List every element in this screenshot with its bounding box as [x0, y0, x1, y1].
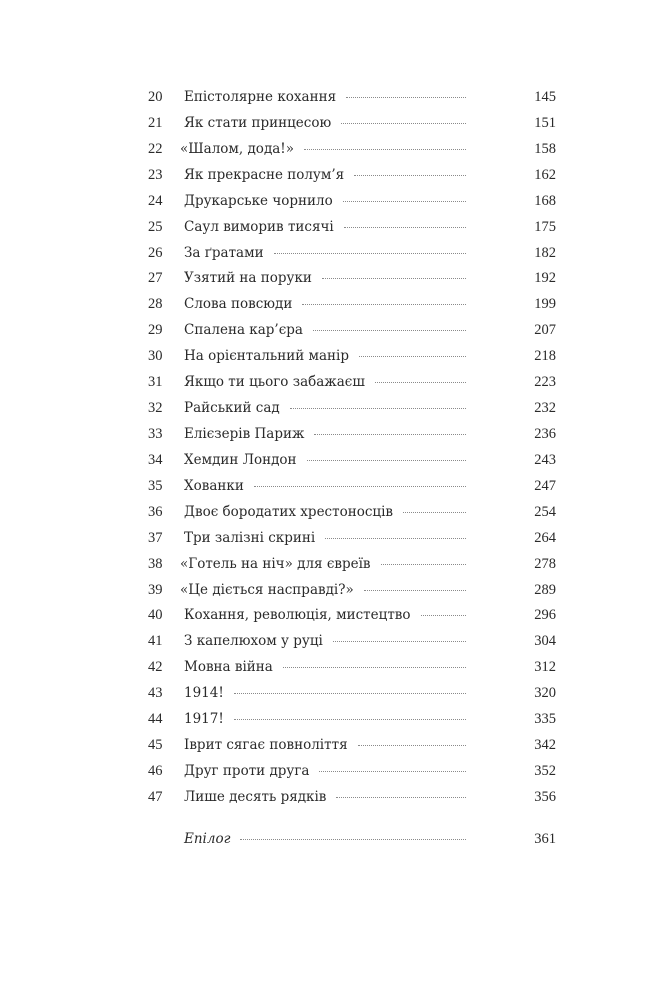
entry-number: 35 — [148, 477, 163, 494]
entry-page: 296 — [534, 607, 556, 624]
toc-entry[interactable] — [148, 167, 556, 193]
entry-title: Три залізні скрині — [184, 529, 316, 546]
toc-entry-epilogue[interactable] — [148, 831, 556, 857]
entry-number: 31 — [148, 374, 163, 391]
entry-title: З капелюхом у руці — [184, 633, 323, 650]
entry-title: Епілог — [184, 831, 231, 847]
entry-page: 243 — [534, 451, 556, 468]
entry-title: Елієзерів Париж — [184, 425, 305, 442]
entry-page: 162 — [534, 166, 556, 183]
entry-page: 175 — [534, 218, 556, 235]
toc-entry[interactable] — [148, 763, 556, 789]
entry-title: 1917! — [184, 711, 224, 728]
dot-leader — [304, 149, 466, 150]
dot-leader — [240, 839, 466, 840]
toc-entry[interactable] — [148, 633, 556, 659]
dot-leader — [333, 641, 466, 642]
toc-entry[interactable] — [148, 530, 556, 556]
entry-number: 23 — [148, 166, 163, 183]
entry-number: 46 — [148, 762, 163, 779]
entry-number: 21 — [148, 114, 163, 131]
entry-title: «Готель на ніч» для євреїв — [180, 555, 371, 572]
entry-page: 151 — [534, 114, 556, 131]
toc-entry[interactable] — [148, 141, 556, 167]
dot-leader — [274, 253, 466, 254]
entry-page: 182 — [534, 244, 556, 261]
toc-entry[interactable] — [148, 478, 556, 504]
entry-page: 232 — [534, 400, 556, 417]
entry-title: Як стати принцесою — [184, 114, 332, 131]
entry-number: 39 — [148, 581, 163, 598]
entry-page: 312 — [534, 659, 556, 676]
entry-title: Узятий на поруки — [184, 270, 312, 287]
entry-title: За ґратами — [184, 244, 264, 261]
entry-number: 33 — [148, 425, 163, 442]
toc-entry[interactable] — [148, 607, 556, 633]
toc-entry[interactable] — [148, 582, 556, 608]
dot-leader — [344, 227, 466, 228]
entry-title: Друг проти друга — [184, 762, 310, 779]
entry-page: 304 — [534, 633, 556, 650]
entry-page: 335 — [534, 711, 556, 728]
entry-page: 168 — [534, 192, 556, 209]
dot-leader — [381, 564, 466, 565]
entry-number: 27 — [148, 270, 163, 287]
dot-leader — [234, 693, 466, 694]
dot-leader — [421, 615, 466, 616]
toc-entry[interactable] — [148, 322, 556, 348]
entry-page: 352 — [534, 762, 556, 779]
entry-title: Кохання, революція, мистецтво — [184, 607, 411, 624]
toc-entry[interactable] — [148, 711, 556, 737]
entry-number: 45 — [148, 737, 163, 754]
entry-number: 32 — [148, 400, 163, 417]
toc-entry[interactable] — [148, 374, 556, 400]
entry-number: 22 — [148, 140, 163, 157]
dot-leader — [234, 719, 466, 720]
entry-title: Райський сад — [184, 400, 280, 417]
entry-number: 47 — [148, 788, 163, 805]
toc-entry[interactable] — [148, 193, 556, 219]
dot-leader — [325, 538, 466, 539]
toc-entry[interactable] — [148, 219, 556, 245]
entry-page: 218 — [534, 348, 556, 365]
entry-number: 29 — [148, 322, 163, 339]
dot-leader — [341, 123, 466, 124]
entry-title: 1914! — [184, 685, 224, 702]
entry-number: 37 — [148, 529, 163, 546]
entry-title: На орієнтальний манір — [184, 348, 349, 365]
dot-leader — [354, 175, 466, 176]
entry-title: Лише десять рядків — [184, 788, 327, 805]
entry-title: «Це діється насправді?» — [180, 581, 354, 598]
toc-entry[interactable] — [148, 659, 556, 685]
toc-entry[interactable] — [148, 426, 556, 452]
toc-entry[interactable] — [148, 556, 556, 582]
toc-entry[interactable] — [148, 685, 556, 711]
entry-page: 207 — [534, 322, 556, 339]
dot-leader — [403, 512, 466, 513]
entry-page: 223 — [534, 374, 556, 391]
entry-page: 342 — [534, 737, 556, 754]
dot-leader — [290, 408, 466, 409]
entry-title: Спалена кар’єра — [184, 322, 303, 339]
entry-number: 24 — [148, 192, 163, 209]
toc-entry[interactable] — [148, 789, 556, 815]
entry-number: 40 — [148, 607, 163, 624]
toc-entry[interactable] — [148, 270, 556, 296]
entry-title: «Шалом, дода!» — [180, 140, 294, 157]
dot-leader — [375, 382, 466, 383]
dot-leader — [302, 304, 466, 305]
entry-page: 254 — [534, 503, 556, 520]
entry-page: 361 — [534, 831, 556, 847]
toc-entry[interactable] — [148, 400, 556, 426]
entry-page: 199 — [534, 296, 556, 313]
dot-leader — [359, 356, 466, 357]
table-of-contents — [148, 89, 556, 815]
entry-number: 44 — [148, 711, 163, 728]
entry-title: Як прекрасне полум’я — [184, 166, 345, 183]
entry-page: 289 — [534, 581, 556, 598]
entry-number: 42 — [148, 659, 163, 676]
toc-entry[interactable] — [148, 245, 556, 271]
entry-number: 36 — [148, 503, 163, 520]
toc-entry[interactable] — [148, 348, 556, 374]
toc-entry[interactable] — [148, 89, 556, 115]
dot-leader — [307, 460, 466, 461]
dot-leader — [364, 590, 466, 591]
entry-page: 192 — [534, 270, 556, 287]
toc-entry[interactable] — [148, 296, 556, 322]
toc-entry[interactable] — [148, 737, 556, 763]
entry-number: 43 — [148, 685, 163, 702]
entry-title: Епістолярне кохання — [184, 89, 337, 105]
entry-page: 145 — [534, 89, 556, 105]
entry-page: 247 — [534, 477, 556, 494]
entry-page: 278 — [534, 555, 556, 572]
entry-number: 30 — [148, 348, 163, 365]
dot-leader — [322, 278, 466, 279]
toc-entry[interactable] — [148, 504, 556, 530]
entry-title: Друкарське чорнило — [184, 192, 333, 209]
dot-leader — [319, 771, 466, 772]
entry-page: 236 — [534, 425, 556, 442]
dot-leader — [336, 797, 466, 798]
entry-number: 28 — [148, 296, 163, 313]
dot-leader — [358, 745, 466, 746]
entry-title: Хованки — [184, 477, 244, 494]
entry-page: 356 — [534, 788, 556, 805]
dot-leader — [346, 97, 466, 98]
dot-leader — [313, 330, 466, 331]
dot-leader — [314, 434, 466, 435]
entry-title: Саул виморив тисячі — [184, 218, 334, 235]
entry-page: 320 — [534, 685, 556, 702]
entry-title: Двоє бородатих хрестоносців — [184, 503, 393, 520]
entry-page: 158 — [534, 140, 556, 157]
entry-title: Хемдин Лондон — [184, 451, 297, 468]
entry-number: 20 — [148, 89, 163, 105]
toc-entry[interactable] — [148, 115, 556, 141]
entry-page: 264 — [534, 529, 556, 546]
entry-number: 25 — [148, 218, 163, 235]
entry-title: Якщо ти цього забажаєш — [184, 374, 365, 391]
dot-leader — [343, 201, 466, 202]
entry-number: 34 — [148, 451, 163, 468]
entry-title: Мовна війна — [184, 659, 273, 676]
entry-number: 41 — [148, 633, 163, 650]
entry-number: 26 — [148, 244, 163, 261]
toc-entry[interactable] — [148, 452, 556, 478]
entry-number: 38 — [148, 555, 163, 572]
entry-title: Іврит сягає повноліття — [184, 737, 348, 754]
entry-title: Слова повсюди — [184, 296, 293, 313]
dot-leader — [283, 667, 466, 668]
dot-leader — [254, 486, 466, 487]
